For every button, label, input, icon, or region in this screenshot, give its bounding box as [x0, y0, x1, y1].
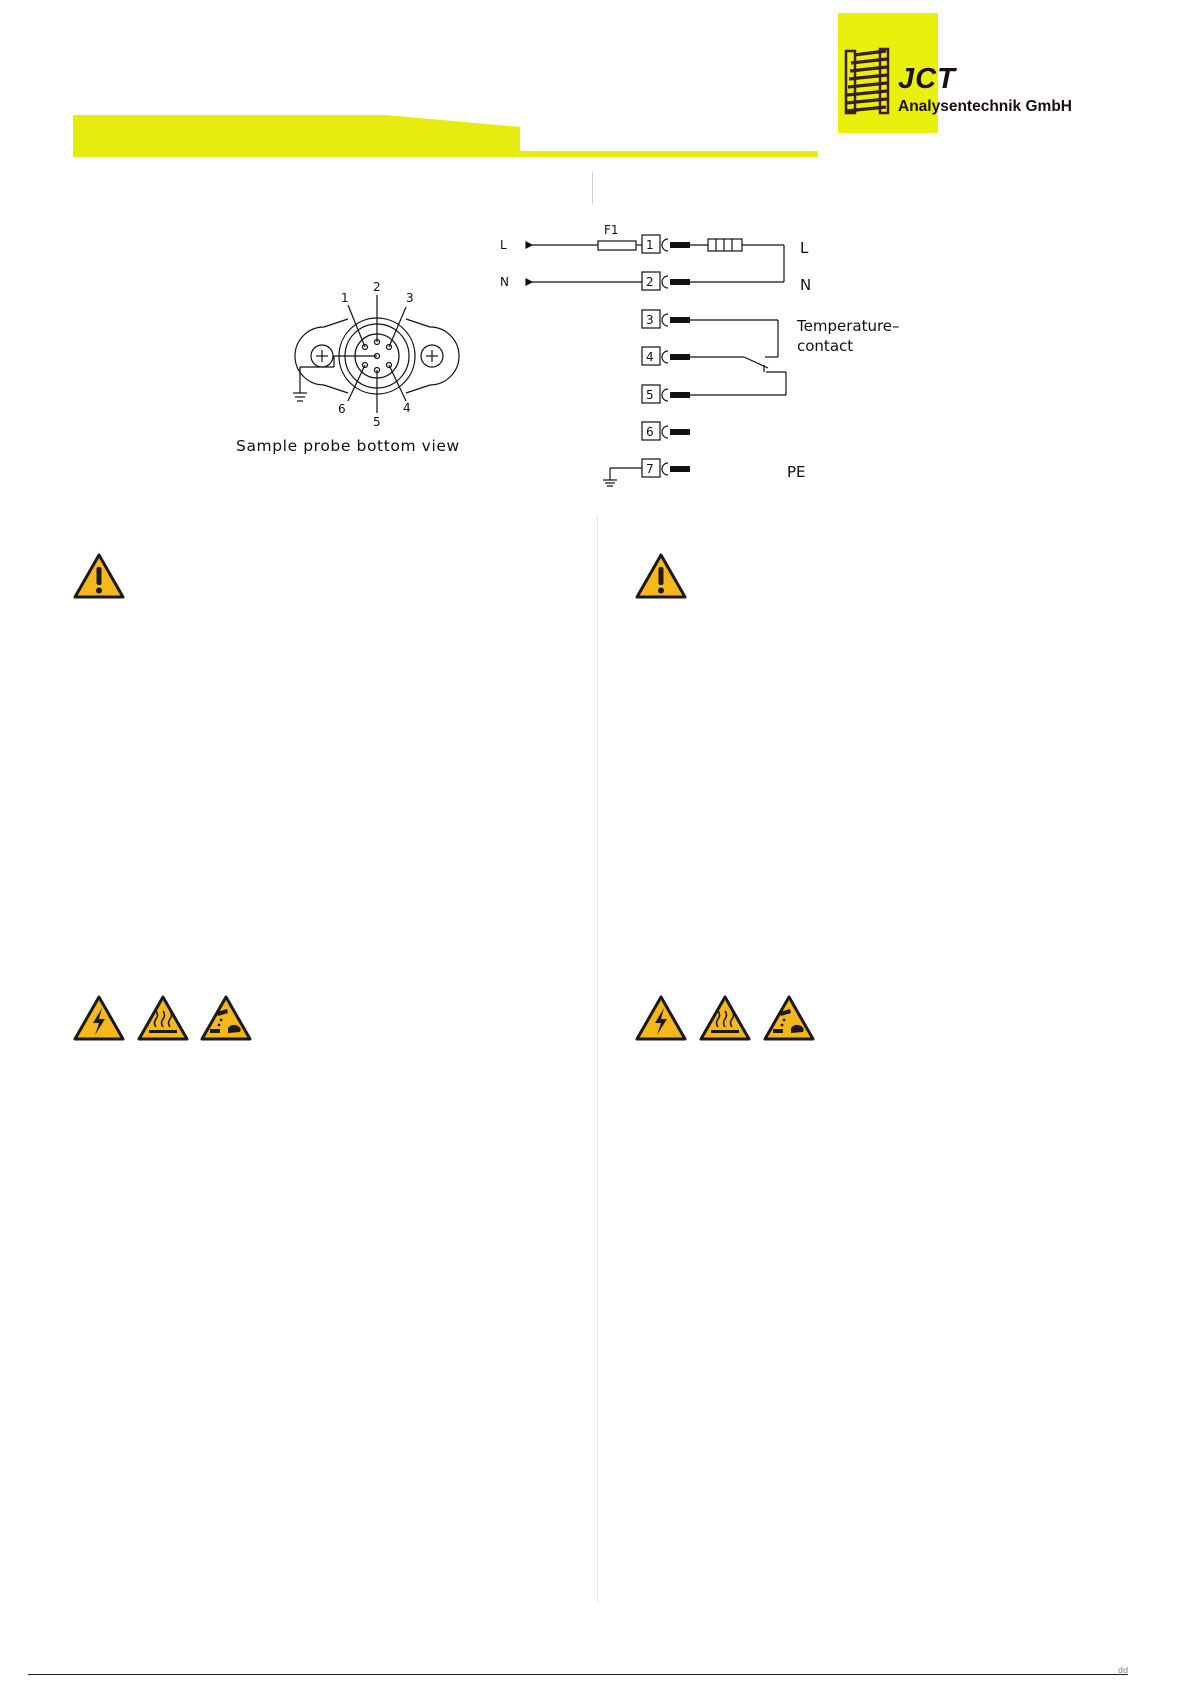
- corrosive-hazard-icon: [200, 995, 252, 1041]
- terminal-label-1: 1: [646, 238, 654, 252]
- footer-rule: [28, 1674, 1128, 1675]
- electric-hazard-icon: [73, 995, 125, 1041]
- pin-label-4: 4: [403, 401, 411, 415]
- terminal-label-3: 3: [646, 313, 654, 327]
- terminal-label-2: 2: [646, 275, 654, 289]
- column-divider: [597, 517, 598, 1602]
- input-label-n: N: [500, 275, 509, 289]
- pin-label-1: 1: [341, 291, 349, 305]
- pin-diagram-caption: Sample probe bottom view: [236, 437, 460, 455]
- electric-hazard-icon: [635, 995, 687, 1041]
- terminal-label-4: 4: [646, 350, 654, 364]
- fuse-label: F1: [604, 223, 619, 237]
- terminal-label-6: 6: [646, 425, 654, 439]
- terminal-label-5: 5: [646, 388, 654, 402]
- wiring-diagram: [490, 215, 940, 490]
- exclamation-warning-icon: [635, 553, 687, 599]
- pe-label: PE: [787, 463, 806, 481]
- output-label-n: N: [800, 276, 812, 294]
- column-divider-top: [592, 172, 593, 204]
- pin-label-5: 5: [373, 415, 381, 429]
- corrosive-hazard-icon: [763, 995, 815, 1041]
- pin-label-2: 2: [373, 280, 381, 294]
- exclamation-warning-icon: [73, 553, 125, 599]
- hot-surface-icon: [699, 995, 751, 1041]
- header-band: [0, 0, 1192, 180]
- output-label-l: L: [800, 239, 809, 257]
- logo-subtitle: Analysentechnik GmbH: [898, 98, 1072, 115]
- temperature-contact-label-line2: contact: [797, 337, 854, 355]
- pin-label-3: 3: [406, 291, 414, 305]
- input-label-l: L: [500, 238, 507, 252]
- temperature-contact-label-line1: Temperature–: [797, 317, 900, 335]
- hot-surface-icon: [137, 995, 189, 1041]
- footer-page-mark: dd: [1118, 1666, 1129, 1675]
- logo-title: JCT: [898, 63, 956, 95]
- terminal-label-7: 7: [646, 462, 654, 476]
- pin-label-6: 6: [338, 402, 346, 416]
